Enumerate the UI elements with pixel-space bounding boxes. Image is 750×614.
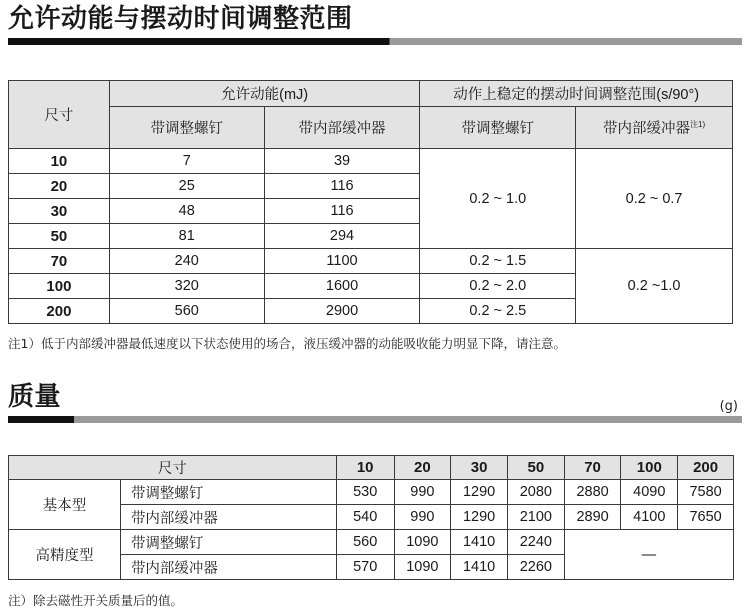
energy-bolt-cell: 240: [109, 249, 264, 274]
mass-cell: 2240: [507, 530, 564, 555]
mass-cell: 1090: [394, 555, 451, 580]
mass-header-size: 尺寸: [9, 456, 337, 480]
size-cell: 70: [9, 249, 110, 274]
basic-bolt-label: 带调整螺钉: [120, 480, 336, 505]
energy-bolt-cell: 7: [109, 149, 264, 174]
section-title-mass: 质量: [8, 382, 62, 412]
size-cell: 50: [9, 224, 110, 249]
mass-cell: 4100: [621, 505, 678, 530]
header-adjust-bolt: 带调整螺钉: [109, 107, 264, 149]
energy-bolt-cell: 48: [109, 199, 264, 224]
mass-cell: 1290: [451, 505, 508, 530]
mass-note: 注）除去磁性开关质量后的值。: [8, 593, 184, 608]
mass-header-200: 200: [678, 456, 734, 480]
mass-cell: 990: [394, 505, 451, 530]
energy-buffer-cell: 294: [264, 224, 420, 249]
energy-bolt-cell: 560: [109, 299, 264, 324]
energy-bolt-cell: 320: [109, 274, 264, 299]
energy-bolt-cell: 25: [109, 174, 264, 199]
mass-header-50: 50: [507, 456, 564, 480]
table-row: [9, 249, 733, 274]
time-bolt-cell: 0.2 ~ 2.5: [420, 299, 576, 324]
precision-buffer-label: 带内部缓冲器: [120, 555, 336, 580]
time-bolt-cell: 0.2 ~ 1.5: [420, 249, 576, 274]
mass-cell: 7580: [678, 480, 734, 505]
energy-table: [8, 80, 733, 324]
size-cell: 30: [9, 199, 110, 224]
mass-cell: 4090: [621, 480, 678, 505]
header-internal-buffer-label: 带内部缓冲器: [603, 121, 691, 137]
mass-cell: 1290: [451, 480, 508, 505]
precision-type-label: 高精度型: [9, 530, 121, 580]
basic-buffer-label: 带内部缓冲器: [120, 505, 336, 530]
precision-bolt-label: 带调整螺钉: [120, 530, 336, 555]
basic-type-label: 基本型: [9, 480, 121, 530]
header-time-group: 动作上稳定的摆动时间调整范围(s/90°): [420, 81, 733, 107]
mass-header-100: 100: [621, 456, 678, 480]
header-internal-buffer: 带内部缓冲器: [264, 107, 420, 149]
mass-cell: 530: [336, 480, 394, 505]
mass-cell: 2100: [507, 505, 564, 530]
time-bolt-group1: 0.2 ~ 1.0: [420, 149, 576, 249]
note-mark: 注1): [690, 120, 706, 130]
table-row: [9, 530, 734, 555]
mass-cell: 7650: [678, 505, 734, 530]
title-underline-mass: [8, 416, 742, 423]
size-cell: 200: [9, 299, 110, 324]
table-row: [9, 149, 733, 174]
energy-bolt-cell: 81: [109, 224, 264, 249]
header-size: 尺寸: [9, 81, 110, 149]
mass-cell: 540: [336, 505, 394, 530]
title-underline: [8, 38, 742, 45]
energy-note: 注1）低于内部缓冲器最低速度以下状态使用的场合，液压缓冲器的动能吸收能力明显下降，请注意。: [8, 336, 566, 351]
mass-header-30: 30: [451, 456, 508, 480]
size-cell: 20: [9, 174, 110, 199]
header-energy-group: 允许动能(mJ): [109, 81, 420, 107]
time-bolt-cell: 0.2 ~ 2.0: [420, 274, 576, 299]
mass-cell: 1090: [394, 530, 451, 555]
mass-cell: 2880: [564, 480, 621, 505]
mass-cell: 570: [336, 555, 394, 580]
mass-cell: 1410: [451, 530, 508, 555]
energy-buffer-cell: 39: [264, 149, 420, 174]
mass-unit: (g): [719, 399, 738, 414]
mass-header-70: 70: [564, 456, 621, 480]
header-adjust-bolt-time: 带调整螺钉: [420, 107, 576, 149]
mass-cell: 2890: [564, 505, 621, 530]
section-title-energy: 允许动能与摆动时间调整范围: [8, 4, 353, 34]
energy-buffer-cell: 1600: [264, 274, 420, 299]
time-buffer-group1: 0.2 ~ 0.7: [576, 149, 733, 249]
table-row: [9, 480, 734, 505]
size-cell: 10: [9, 149, 110, 174]
mass-cell: 560: [336, 530, 394, 555]
energy-buffer-cell: 2900: [264, 299, 420, 324]
mass-table: [8, 455, 734, 580]
mass-cell: 2260: [507, 555, 564, 580]
energy-buffer-cell: 1100: [264, 249, 420, 274]
mass-cell: 2080: [507, 480, 564, 505]
time-buffer-group2: 0.2 ~1.0: [576, 249, 733, 324]
mass-cell: 1410: [451, 555, 508, 580]
mass-header-10: 10: [336, 456, 394, 480]
not-available-cell: —: [564, 530, 733, 580]
size-cell: 100: [9, 274, 110, 299]
energy-buffer-cell: 116: [264, 174, 420, 199]
header-internal-buffer-time: [576, 107, 733, 149]
energy-buffer-cell: 116: [264, 199, 420, 224]
mass-cell: 990: [394, 480, 451, 505]
mass-header-20: 20: [394, 456, 451, 480]
